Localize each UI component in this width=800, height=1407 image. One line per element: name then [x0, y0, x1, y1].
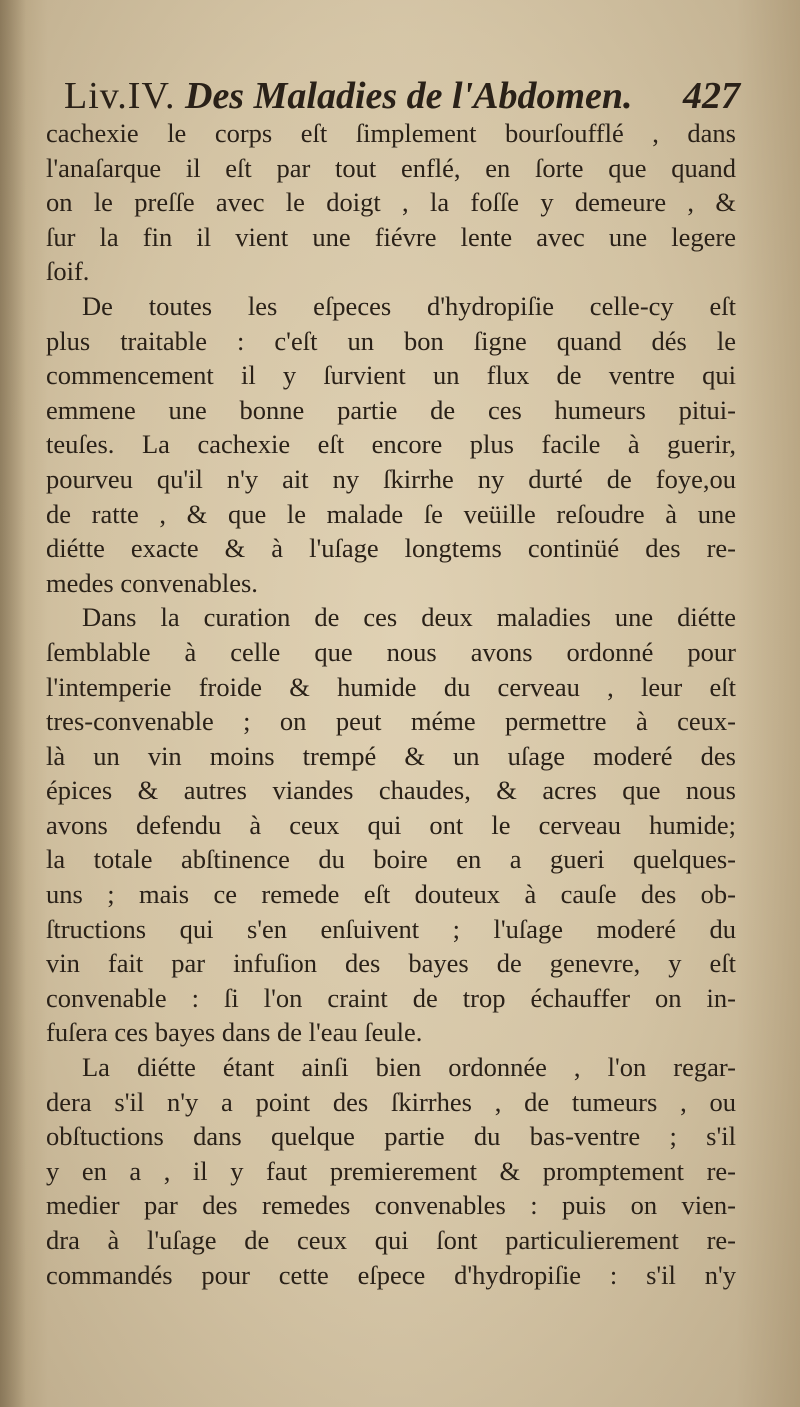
text-line: commandés pour cette eſpece d'hydropiſie : s'il n'y	[46, 1259, 736, 1290]
running-head-title: Des Maladies de l'Abdomen.	[185, 75, 633, 117]
text-line: y en a , il y faut premierement & promptement re-	[46, 1155, 736, 1186]
text-line: ſtructions qui s'en enſuivent ; l'uſage moderé du	[46, 913, 736, 944]
text-line: commencement il y ſurvient un flux de ventre qui	[46, 360, 736, 391]
running-head-book: Liv.IV.	[64, 75, 176, 117]
text-line: medes convenables.	[46, 567, 258, 598]
text-line: diétte exacte & à l'uſage longtems continüé des re-	[46, 533, 736, 564]
text-line: l'intemperie froide & humide du cerveau , leur eſt	[46, 671, 736, 702]
page-number: 427	[683, 75, 740, 117]
text-line: vin fait par infuſion des bayes de genevre, y eſt	[46, 948, 736, 979]
text-line: ſoif.	[46, 256, 90, 287]
text-line: ſur la fin il vient une fiévre lente avec une legere	[46, 221, 736, 252]
text-line: obſtuctions dans quelque partie du bas-ventre ; s'il	[46, 1121, 736, 1152]
body-text	[46, 116, 736, 1292]
spine-shadow	[0, 0, 26, 1407]
text-line: convenable : ſi l'on craint de trop échauffer on in-	[46, 982, 736, 1013]
text-line: l'anaſarque il eſt par tout enflé, en ſorte que quand	[46, 152, 736, 183]
text-line: La diétte étant ainſi bien ordonnée , l'on regar-	[82, 1052, 736, 1083]
text-line: on le preſſe avec le doigt , la foſſe y demeure , &	[46, 187, 736, 218]
text-line: medier par des remedes convenables : puis on vien-	[46, 1190, 736, 1221]
text-line: la totale abſtinence du boire en a gueri quelques-	[46, 844, 736, 875]
text-line: dra à l'uſage de ceux qui ſont particulierement re-	[46, 1225, 736, 1255]
text-line: emmene une bonne partie de ces humeurs pitui-	[46, 394, 736, 425]
text-line: teuſes. La cachexie eſt encore plus facile à guerir,	[46, 429, 736, 460]
text-line: cachexie le corps eſt ſimplement bourſoufflé , dans	[46, 118, 736, 148]
text-line: épices & autres viandes chaudes, & acres que nous	[46, 775, 736, 806]
text-line: avons defendu à ceux qui ont le cerveau humide;	[46, 809, 736, 840]
text-line: De toutes les eſpeces d'hydropiſie celle-cy eſt	[82, 290, 736, 321]
text-line: ſemblable à celle que nous avons ordonné pour	[46, 636, 736, 667]
running-header	[64, 70, 740, 122]
text-line: pourveu qu'il n'y ait ny ſkirrhe ny durté de foye,ou	[46, 463, 736, 494]
text-line: dera s'il n'y a point des ſkirrhes , de tumeurs , ou	[46, 1086, 736, 1117]
text-line: fuſera ces bayes dans de l'eau ſeule.	[46, 1017, 423, 1048]
text-line: là un vin moins trempé & un uſage moderé des	[46, 740, 736, 771]
text-line: uns ; mais ce remede eſt douteux à cauſe des ob-	[46, 879, 736, 910]
text-line: plus traitable : c'eſt un bon ſigne quand dés le	[46, 325, 736, 356]
text-line: tres-convenable ; on peut méme permettre à ceux-	[46, 706, 736, 737]
text-line: Dans la curation de ces deux maladies une diétte	[82, 602, 736, 633]
text-line: de ratte , & que le malade ſe veüille reſoudre à une	[46, 498, 736, 529]
